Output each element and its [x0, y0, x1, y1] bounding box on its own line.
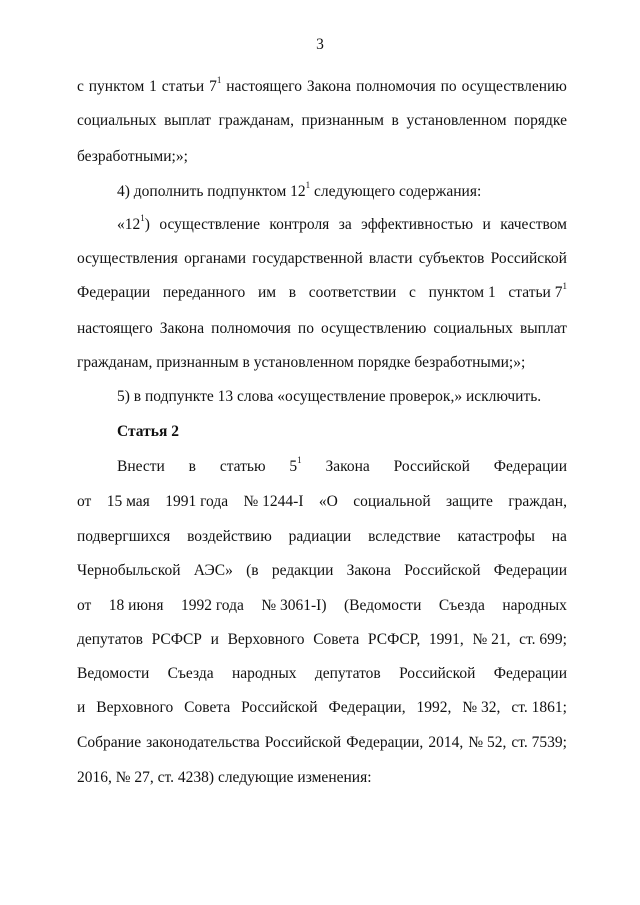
- text-line: [77, 493, 567, 511]
- text-word: органами: [184, 250, 247, 267]
- text-word: Закона: [306, 78, 352, 95]
- text-word: «О: [318, 493, 338, 510]
- text-word: защите: [446, 493, 493, 510]
- text-word: 1: [149, 78, 157, 95]
- text-word: РСФСР,: [367, 631, 421, 648]
- text-line: 4) дополнить подпунктом $12^1$ следующего содержания:: [117, 179, 482, 200]
- text-word: от: [77, 597, 92, 614]
- text-word: с: [409, 284, 416, 301]
- text-word: гражданам,: [218, 112, 294, 129]
- text-word: настоящего: [226, 78, 302, 95]
- text-word: Российской: [393, 458, 470, 475]
- text-word: № 1244-I: [243, 493, 304, 510]
- text-word: катастрофы: [457, 528, 535, 545]
- text-word: Съезда: [167, 665, 214, 682]
- text-line: [77, 280, 567, 302]
- text-word: Совета: [184, 699, 231, 716]
- text-word: Федерации: [493, 665, 567, 682]
- text-line: [117, 212, 567, 234]
- text-word: соответствии: [308, 284, 397, 301]
- text-word: от: [77, 493, 92, 510]
- text-word: 18 июня: [108, 597, 164, 614]
- text-word: выплат: [519, 320, 567, 337]
- text-word: и: [77, 699, 86, 716]
- text-word: переданного: [162, 284, 246, 301]
- text-word: в: [288, 284, 297, 301]
- text-word: порядке: [514, 112, 567, 129]
- text-word: 1992,: [416, 699, 452, 716]
- text-word: Закона: [159, 320, 205, 337]
- text-word: в: [188, 458, 196, 475]
- text-word: власти: [368, 250, 413, 267]
- text-word: настоящего: [77, 320, 153, 337]
- text-word: государственной: [252, 250, 363, 267]
- text-line: [77, 665, 567, 683]
- text-word: по: [440, 78, 457, 95]
- text-word: Российской: [241, 699, 318, 716]
- text-line: безработными;»;: [77, 148, 188, 165]
- text-word: Верховного: [227, 631, 305, 648]
- text-word: 1992 года: [180, 597, 244, 614]
- text-word: (Ведомости: [343, 597, 422, 614]
- text-line: [77, 734, 567, 752]
- text-word: им: [257, 284, 277, 301]
- text-word: осуществлению: [321, 320, 427, 337]
- text-word: ст. 7539;: [511, 734, 567, 751]
- text-word: осуществлению: [461, 78, 567, 95]
- text-word: вследствие: [368, 528, 441, 545]
- text-word: Ведомости: [77, 665, 150, 682]
- text-word: № 3061-I): [261, 597, 327, 614]
- text-word: радиации: [288, 528, 352, 545]
- text-word: законодательства: [146, 734, 260, 751]
- text-word: социальных: [433, 320, 513, 337]
- text-word: (в: [246, 562, 259, 579]
- text-word: осуществления: [77, 250, 178, 267]
- text-word: Совета: [313, 631, 360, 648]
- text-line: [77, 631, 567, 649]
- text-word: ст. 1861;: [511, 699, 567, 716]
- page-number: 3: [316, 36, 324, 53]
- text-word: Закона: [346, 562, 391, 579]
- text-line: гражданам, признанным в установленном порядке безработными;»;: [77, 354, 526, 371]
- text-line: [77, 74, 567, 96]
- text-word: Федерации,: [346, 734, 424, 751]
- text-line: [77, 699, 567, 717]
- text-word: полномочия: [356, 78, 436, 95]
- text-line: [77, 320, 567, 338]
- text-word: подвергшихся: [77, 528, 171, 545]
- text-word: депутатов: [77, 631, 143, 648]
- text-word: 15 мая: [106, 493, 150, 510]
- text-line: [77, 597, 567, 615]
- text-line: [77, 528, 567, 546]
- text-word: Собрание: [77, 734, 142, 751]
- text-word: граждан,: [508, 493, 567, 510]
- article-heading: Статья 2: [117, 423, 179, 440]
- text-word: 2014,: [428, 734, 464, 751]
- text-word: статью: [219, 458, 266, 475]
- text-word: Съезда: [438, 597, 485, 614]
- text-word: «$12^1$): [117, 212, 150, 233]
- text-word: 1991 года: [165, 493, 229, 510]
- text-word: редакции: [271, 562, 334, 579]
- text-word: субъектов: [418, 250, 485, 267]
- text-word: и: [210, 631, 219, 648]
- text-word: качеством: [500, 216, 567, 233]
- text-line: 5) в подпункте 13 слова «осуществление проверок,» исключить.: [117, 388, 542, 405]
- text-word: Федерации: [493, 562, 567, 579]
- text-line: 2016, № 27, ст. 4238) следующие изменения:: [77, 769, 372, 786]
- text-word: за: [338, 216, 352, 233]
- text-word: Чернобыльской: [77, 562, 181, 579]
- text-word: статьи $7^1$: [508, 280, 567, 301]
- text-word: ст. 699;: [519, 631, 567, 648]
- text-word: социальных: [77, 112, 157, 129]
- text-word: с: [77, 78, 84, 95]
- text-word: полномочия: [211, 320, 291, 337]
- text-word: народных: [231, 665, 297, 682]
- text-word: осуществление: [159, 216, 260, 233]
- text-word: РСФСР: [151, 631, 202, 648]
- text-word: Федерации: [493, 458, 567, 475]
- text-word: в: [391, 112, 399, 129]
- text-word: на: [551, 528, 567, 545]
- text-word: народных: [502, 597, 567, 614]
- text-word: Российской: [490, 250, 567, 267]
- text-word: № 32,: [462, 699, 501, 716]
- text-word: социальной: [353, 493, 431, 510]
- text-word: контроля: [269, 216, 330, 233]
- text-line: [117, 454, 567, 476]
- text-line: [77, 562, 567, 580]
- text-word: установленном: [406, 112, 507, 129]
- text-word: Российской: [399, 665, 476, 682]
- text-word: Российской: [404, 562, 481, 579]
- text-word: 1991,: [428, 631, 464, 648]
- text-line: [77, 250, 567, 268]
- text-word: признанным: [301, 112, 384, 129]
- text-word: АЭС»: [193, 562, 233, 579]
- text-word: Федерации,: [328, 699, 406, 716]
- text-word: Федерации: [77, 284, 151, 301]
- text-word: воздействию: [187, 528, 272, 545]
- text-word: и: [482, 216, 491, 233]
- text-word: № 21,: [472, 631, 511, 648]
- text-line: [77, 112, 567, 130]
- text-word: № 52,: [468, 734, 507, 751]
- text-word: $7^1$: [209, 74, 222, 95]
- text-word: эффективностью: [361, 216, 474, 233]
- text-word: $5^1$: [289, 454, 302, 475]
- text-word: выплат: [164, 112, 212, 129]
- text-word: по: [297, 320, 314, 337]
- text-word: Российской: [264, 734, 342, 751]
- text-word: депутатов: [314, 665, 381, 682]
- text-word: Верховного: [96, 699, 174, 716]
- text-word: статьи: [161, 78, 205, 95]
- text-word: Закона: [325, 458, 370, 475]
- text-word: пунктом: [88, 78, 145, 95]
- text-word: пунктом 1: [428, 284, 496, 301]
- text-word: Внести: [117, 458, 165, 475]
